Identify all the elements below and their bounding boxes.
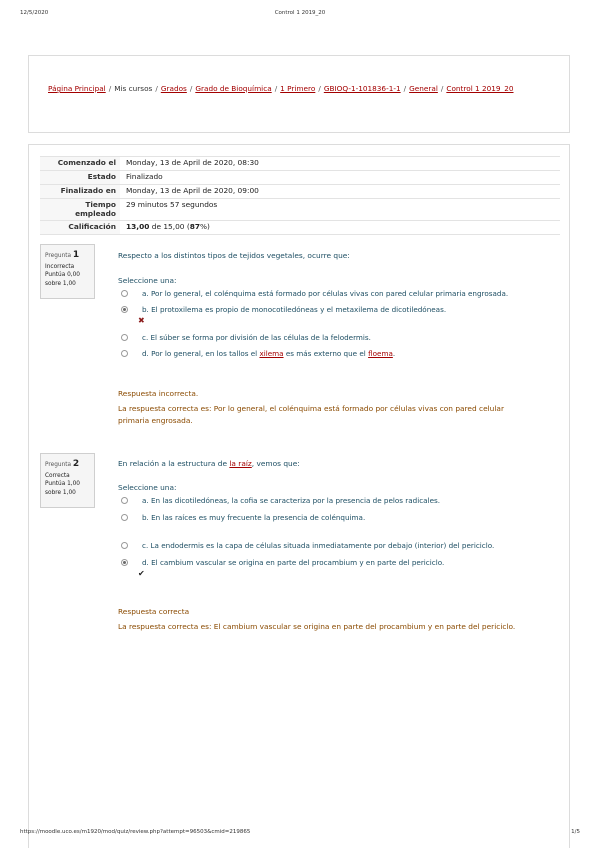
question-2-feedback: La respuesta correcta es: El cambium vascular se origina en parte del procambium y en parte del periciclo. bbox=[118, 622, 516, 631]
radio-icon[interactable] bbox=[121, 350, 128, 357]
summary-label-started: Comenzado el bbox=[40, 157, 120, 171]
grade-out-of: de 15,00 ( bbox=[151, 222, 190, 232]
question-max: sobre 1,00 bbox=[45, 280, 76, 287]
question-2-prompt: Seleccione una: bbox=[118, 483, 177, 492]
summary-label-finished: Finalizado en bbox=[40, 184, 120, 198]
option-text: . bbox=[392, 349, 396, 358]
question-2-feedback-title: Respuesta correcta bbox=[118, 607, 190, 616]
check-icon: ✔ bbox=[138, 569, 145, 578]
option-label: c. La endodermis es la capa de células situada inmediatamente por debajo (interior) del periciclo. bbox=[142, 541, 495, 550]
breadcrumb-separator: / bbox=[403, 84, 407, 93]
q1-option-a[interactable] bbox=[121, 289, 508, 298]
q2-option-b[interactable] bbox=[121, 513, 365, 522]
summary-value-state: Finalizado bbox=[120, 170, 560, 184]
attempt-summary-table bbox=[40, 156, 560, 235]
question-number: 2 bbox=[72, 459, 80, 469]
grade-percent: 87 bbox=[189, 222, 201, 232]
breadcrumb-separator: / bbox=[318, 84, 321, 93]
print-date: 12/5/2020 bbox=[20, 10, 49, 16]
breadcrumb-separator: / bbox=[189, 84, 193, 93]
summary-label-time-taken: Tiempo empleado bbox=[40, 198, 120, 221]
option-label: a. En las dicotiledóneas, la cofia se caracteriza por la presencia de pelos radicales. bbox=[142, 496, 441, 505]
print-title: Control 1 2019_20 bbox=[274, 10, 326, 16]
breadcrumb-separator: / bbox=[108, 84, 112, 93]
option-text: d. Por lo general, en los tallos el bbox=[142, 349, 260, 358]
question-text: En relación a la estructura de bbox=[118, 459, 230, 468]
radio-icon[interactable] bbox=[121, 514, 128, 521]
option-label bbox=[142, 349, 395, 358]
glossary-link-xilema[interactable]: xilema bbox=[259, 349, 284, 358]
option-label: a. Por lo general, el colénquima está formado por células vivas con pared celular primaria engrosada. bbox=[142, 289, 509, 298]
question-1-text: Respecto a los distintos tipos de tejidos vegetales, ocurre que: bbox=[118, 251, 350, 260]
summary-row bbox=[40, 170, 560, 184]
breadcrumb-link-grado-bioquimica[interactable]: Grado de Bioquímica bbox=[195, 84, 272, 93]
print-page-number: 1/5 bbox=[571, 829, 580, 835]
q2-option-a[interactable] bbox=[121, 496, 440, 505]
question-1-prompt: Seleccione una: bbox=[118, 276, 177, 285]
breadcrumb-link-quiz[interactable]: Control 1 2019_20 bbox=[446, 84, 514, 93]
summary-value-grade bbox=[120, 221, 560, 235]
option-label: c. El súber se forma por división de las células de la felodermis. bbox=[142, 333, 371, 342]
option-label: b. En las raíces es muy frecuente la presencia de colénquima. bbox=[142, 513, 366, 522]
radio-icon[interactable] bbox=[121, 290, 128, 297]
question-text: , vemos que: bbox=[251, 459, 300, 468]
question-1-info bbox=[40, 244, 95, 299]
breadcrumb-link-course[interactable]: GBIOQ-1-101836-1-1 bbox=[323, 84, 401, 93]
option-label: d. El cambium vascular se origina en parte del procambium y en parte del periciclo. bbox=[142, 558, 445, 567]
summary-value-finished: Monday, 13 de April de 2020, 09:00 bbox=[120, 184, 560, 198]
breadcrumb-link-general[interactable]: General bbox=[409, 84, 438, 93]
question-number: 1 bbox=[72, 250, 80, 260]
summary-label-grade: Calificación bbox=[40, 221, 120, 235]
question-1-feedback-title: Respuesta incorrecta. bbox=[118, 389, 199, 398]
question-1-feedback: La respuesta correcta es: Por lo general, el colénquima está formado por células vivas con pared celular primaria engrosada. bbox=[118, 404, 504, 426]
cross-icon: ✖ bbox=[138, 316, 145, 325]
glossary-link-floema[interactable]: floema bbox=[368, 349, 393, 358]
question-label: Pregunta bbox=[45, 462, 72, 468]
q1-option-c[interactable] bbox=[121, 333, 371, 342]
grade-score: 13,00 bbox=[126, 222, 150, 232]
breadcrumb-separator: / bbox=[440, 84, 444, 93]
summary-row bbox=[40, 198, 560, 221]
summary-label-state: Estado bbox=[40, 170, 120, 184]
question-score: Puntúa 0,00 bbox=[45, 272, 80, 279]
radio-icon[interactable] bbox=[121, 497, 128, 504]
q2-option-d[interactable] bbox=[121, 558, 444, 567]
grade-percent-close: %) bbox=[200, 222, 210, 232]
breadcrumb-home-link[interactable]: Página Principal bbox=[48, 84, 106, 93]
breadcrumb-container bbox=[28, 55, 570, 133]
glossary-link-la-raiz[interactable]: la raíz bbox=[229, 459, 252, 468]
q1-option-d[interactable] bbox=[121, 349, 395, 358]
summary-value-time-taken: 29 minutos 57 segundos bbox=[120, 198, 560, 221]
summary-value-started: Monday, 13 de April de 2020, 08:30 bbox=[120, 157, 560, 171]
radio-icon[interactable] bbox=[121, 542, 128, 549]
summary-row bbox=[40, 157, 560, 171]
breadcrumb bbox=[48, 84, 514, 93]
summary-row bbox=[40, 221, 560, 235]
question-status: Correcta bbox=[45, 472, 70, 479]
question-2-text bbox=[118, 459, 300, 468]
option-text: es más externo que el bbox=[283, 349, 369, 358]
summary-row bbox=[40, 184, 560, 198]
question-label: Pregunta bbox=[45, 253, 72, 259]
radio-selected-icon[interactable] bbox=[121, 559, 128, 566]
print-url: https://moodle.uco.es/m1920/mod/quiz/review.php?attempt=96503&cmid=219865 bbox=[20, 829, 251, 835]
breadcrumb-separator: / bbox=[155, 84, 158, 93]
question-score: Puntúa 1,00 bbox=[45, 481, 80, 488]
radio-selected-icon[interactable] bbox=[121, 306, 128, 313]
question-status: Incorrecta bbox=[45, 263, 75, 270]
question-2-info bbox=[40, 453, 95, 508]
q1-option-b[interactable] bbox=[121, 305, 446, 314]
breadcrumb-link-grados[interactable]: Grados bbox=[160, 84, 187, 93]
radio-icon[interactable] bbox=[121, 334, 128, 341]
breadcrumb-separator: / bbox=[274, 84, 278, 93]
breadcrumb-link-primero[interactable]: 1 Primero bbox=[280, 84, 316, 93]
q2-option-c[interactable] bbox=[121, 541, 494, 550]
question-max: sobre 1,00 bbox=[45, 489, 76, 496]
option-label: b. El protoxilema es propio de monocotiledóneas y el metaxilema de dicotiledóneas. bbox=[142, 305, 447, 314]
breadcrumb-my-courses: Mis cursos bbox=[114, 84, 153, 93]
